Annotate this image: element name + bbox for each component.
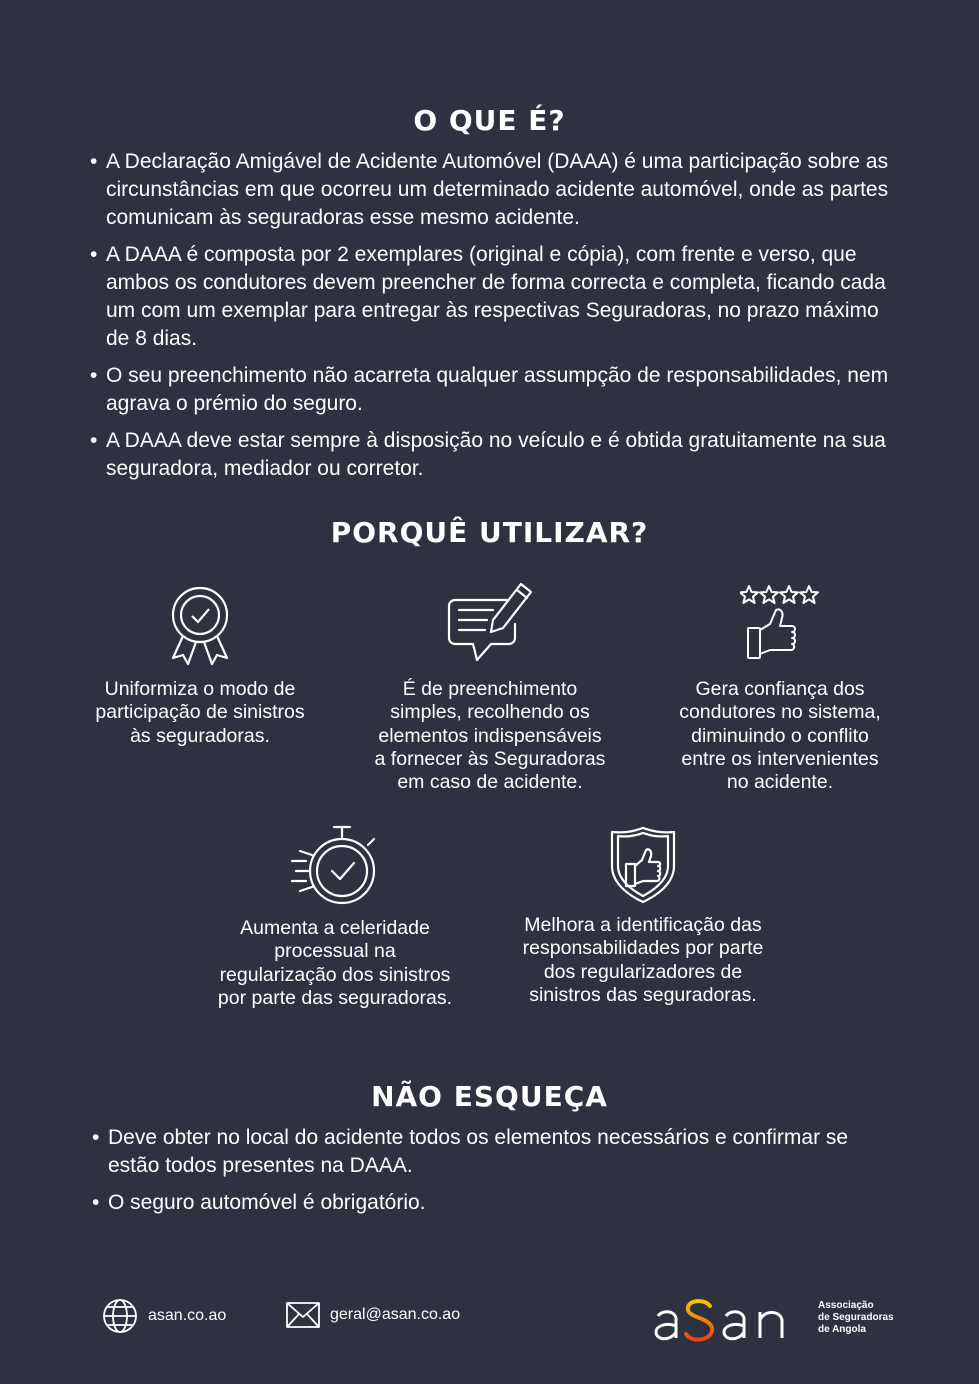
section-title-why: PORQUÊ UTILIZAR? <box>330 516 649 549</box>
list-item: • A DAAA deve estar sempre à disposição no veículo e é obtida gratuitamente na sua seguradora, mediador ou corretor. <box>90 427 890 483</box>
asan-logo-wordmark <box>652 1290 812 1350</box>
section-title-what: O QUE É? <box>413 104 566 137</box>
list-item: • O seguro automóvel é obrigatório. <box>92 1189 882 1217</box>
benefit-simple <box>370 582 610 794</box>
form-pen-icon <box>447 582 533 664</box>
logo-tagline: Associação de Seguradoras de Angola <box>818 1300 894 1335</box>
globe-icon <box>102 1298 138 1334</box>
benefit-trust <box>660 584 900 794</box>
envelope-icon <box>286 1302 320 1328</box>
asan-logo <box>652 1290 902 1350</box>
email-link[interactable]: geral@asan.co.ao <box>330 1306 461 1323</box>
shield-thumbs-up-icon <box>608 826 678 904</box>
benefit-speed <box>210 825 460 1010</box>
benefit-uniform <box>80 584 320 748</box>
stopwatch-icon <box>290 825 380 907</box>
benefit-text: Gera confiança dos condutores no sistema, diminuindo o conflito entre os intervenientes no acidente. <box>679 678 881 794</box>
list-item: • Deve obter no local do acidente todos os elementos necessários e confirmar se estão todos presentes na DAAA. <box>92 1124 882 1180</box>
website-link[interactable]: asan.co.ao <box>148 1307 227 1324</box>
benefit-text: Aumenta a celeridade processual na regularização dos sinistros por parte das seguradoras. <box>217 917 453 1009</box>
stars-thumbs-up-icon <box>740 584 820 664</box>
benefit-text: É de preenchimento simples, recolhendo os elementos indispensáveis a fornecer às Seguradoras em caso de acidente. <box>374 678 606 794</box>
list-item: • A Declaração Amigável de Acidente Automóvel (DAAA) é uma participação sobre as circunstâncias em que ocorreu um determinado acidente automóvel, onde as partes comunicam às seguradoras esse mesmo acidente. <box>90 148 890 232</box>
benefit-text: Uniformiza o modo de participação de sinistros às seguradoras. <box>95 678 305 747</box>
what-bullet-list <box>90 148 890 492</box>
award-badge-icon <box>165 584 235 668</box>
footer-email[interactable] <box>286 1302 460 1328</box>
list-item: • O seu preenchimento não acarreta qualquer assumpção de responsabilidades, nem agrava o prémio do seguro. <box>90 362 890 418</box>
benefit-text: Melhora a identificação das responsabilidades por parte dos regularizadores de sinistros das seguradoras. <box>522 914 764 1006</box>
list-item: • A DAAA é composta por 2 exemplares (original e cópia), com frente e verso, que ambos os condutores devem preencher de forma correcta e completa, ficando cada um com um exemplar para entregar às respectivas Seguradoras, no prazo máximo de 8 dias. <box>90 241 890 353</box>
benefit-identification <box>508 826 778 1007</box>
footer-website[interactable] <box>102 1298 226 1334</box>
remember-bullet-list <box>92 1124 882 1226</box>
section-title-remember: NÃO ESQUEÇA <box>371 1080 608 1113</box>
